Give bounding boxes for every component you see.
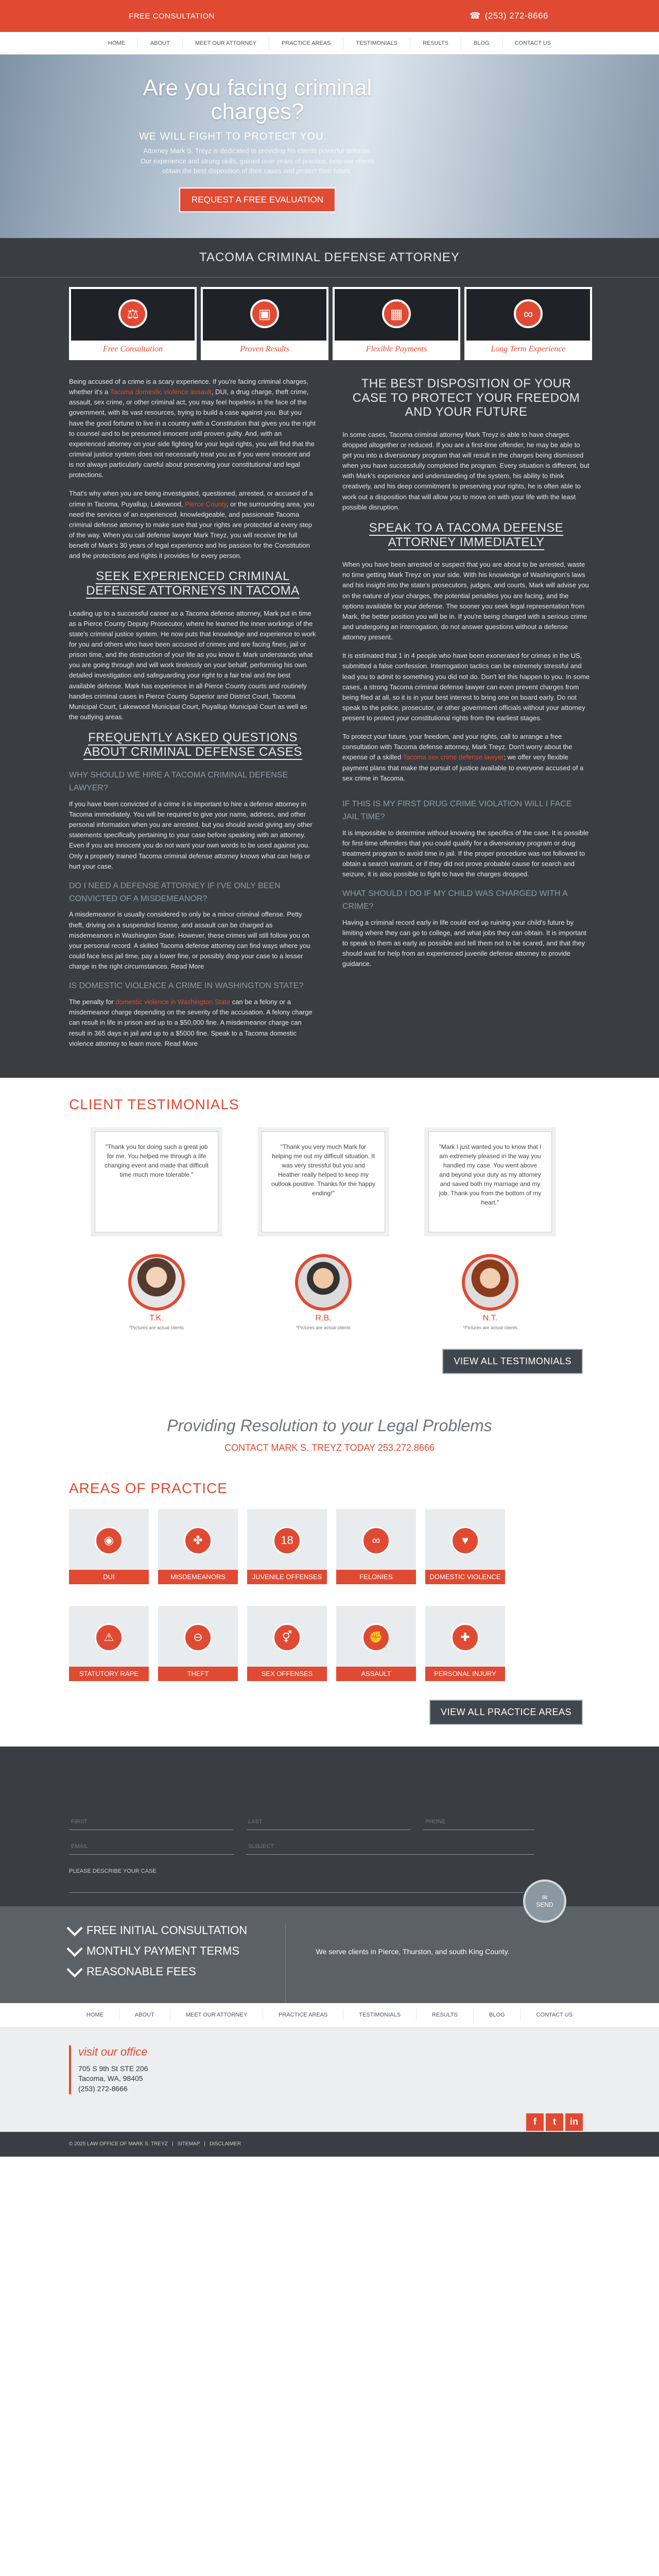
content-columns <box>0 360 659 1057</box>
facebook-icon[interactable]: f <box>526 2113 544 2131</box>
top-phone-number: (253) 272-8666 <box>484 11 548 21</box>
top-bar <box>0 0 659 32</box>
feature-item <box>69 1924 285 1937</box>
footer-nav-results[interactable]: RESULTS <box>416 2009 473 2021</box>
calendar-icon: ▦ <box>382 299 411 328</box>
resolution-contact[interactable]: CONTACT MARK S. TREYZ TODAY 253.272.8666 <box>224 1442 435 1453</box>
testimonial-initials: N.T. <box>482 1313 498 1323</box>
area-label: DUI <box>69 1570 149 1584</box>
domestic-violence-link[interactable]: Tacoma domestic violence assault <box>110 388 212 396</box>
resolution-section <box>0 1374 659 1453</box>
feature-label: MONTHLY PAYMENT TERMS <box>86 1944 240 1957</box>
area-label: PERSONAL INJURY <box>425 1667 505 1681</box>
domestic-violence-wa-link[interactable]: domestic violence in Washington State <box>115 998 231 1006</box>
testimonial-quote: "Thank you very much Mark for helping me out my difficult situation. It was very stressful but you and Heather really helped to keep my outlook positive. Thanks for the happy ending!" <box>262 1131 385 1232</box>
resolution-title: Providing Resolution to your Legal Problems <box>167 1416 492 1435</box>
copyright-bar <box>0 2132 659 2157</box>
paragraph: When you have been arrested or suspect that you are about to be arrested, waste no time getting Mark Treyz on your side. With his knowledge of Washington's laws and his insight into the state's prosecutors, judges, and courts, Mark will advise you on the nature of your charges, the potential penalties you are facing, and the options available for your defense. The sooner you seek legal representation from Mark, the better position you will be in. If you're being charged with a serious crime and undergoing an interrogation, do not answer questions without a defense attorney present. <box>342 561 589 641</box>
first-name-input[interactable] <box>69 1815 234 1830</box>
faq-heading <box>69 731 317 759</box>
nav-testimonials[interactable]: TESTIMONIALS <box>343 37 410 49</box>
avatar <box>462 1254 518 1311</box>
paragraph <box>342 732 590 784</box>
social-links <box>526 2113 583 2131</box>
number-18-icon: 18 <box>273 1527 301 1555</box>
card-label: Flexible Payments <box>335 341 458 358</box>
area-label: FELONIES <box>336 1570 416 1584</box>
envelope-icon: ✉ <box>542 1893 548 1901</box>
handcuffs-icon: ∞ <box>362 1527 390 1555</box>
area-statutory-rape[interactable] <box>69 1606 149 1681</box>
avatar <box>128 1254 185 1311</box>
page-title: TACOMA CRIMINAL DEFENSE ATTORNEY <box>0 238 659 278</box>
warning-icon: ⚠ <box>95 1623 123 1652</box>
card-free-consultation[interactable] <box>69 287 197 360</box>
checkmark-icon <box>66 1920 82 1936</box>
footer-nav-testimonials[interactable]: TESTIMONIALS <box>343 2009 416 2021</box>
nav-practice-areas[interactable]: PRACTICE AREAS <box>269 37 343 49</box>
phone-input[interactable] <box>423 1815 534 1830</box>
email-input[interactable] <box>69 1839 234 1855</box>
service-area-text: We serve clients in Pierce, Thurston, and south King County. <box>285 1924 540 2003</box>
card-label: Long Term Experience <box>466 341 590 358</box>
practice-row <box>0 1497 659 1584</box>
no-entry-icon: ⊖ <box>184 1623 212 1652</box>
footer-nav-about[interactable]: ABOUT <box>119 2009 170 2021</box>
office-address-2: Tacoma, WA, 98405 <box>78 2074 143 2083</box>
faq-answer <box>69 997 317 1049</box>
testimonials-row <box>0 1113 659 1330</box>
left-column <box>69 377 317 1057</box>
office-address-1: 705 S 9th St STE 206 <box>78 2064 148 2073</box>
message-textarea[interactable]: PLEASE DESCRIBE YOUR CASE <box>69 1864 524 1893</box>
card-label: Proven Results <box>203 341 326 358</box>
testimonial-initials: R.B. <box>315 1313 332 1323</box>
testimonials-section <box>0 1078 659 1374</box>
hero-title: Are you facing criminal charges? <box>143 75 372 125</box>
copyright-text: © 2025 LAW OFFICE OF MARK S. TREYZ <box>69 2141 168 2147</box>
avatar <box>295 1254 352 1311</box>
contact-form <box>0 1747 659 1906</box>
card-long-term-experience[interactable] <box>464 287 592 360</box>
heading-text: SEEK EXPERIENCED CRIMINAL DEFENSE ATTORNEYS IN TACOMA <box>86 569 300 598</box>
area-label: JUVENILE OFFENSES <box>247 1570 327 1584</box>
paragraph <box>69 488 317 561</box>
testimonials-button-wrap <box>0 1330 659 1374</box>
testimonial-quote: "Mark I just wanted you to know that I am extremely pleased in the way you handled my case. You went above and beyond your duty as my attorney and saved both my marriage and my job. Thank you from the bottom of my heart." <box>428 1131 552 1232</box>
request-evaluation-button[interactable]: REQUEST A FREE EVALUATION <box>179 188 336 212</box>
area-misdemeanors[interactable] <box>158 1509 238 1584</box>
intro-paragraph <box>69 377 317 480</box>
faq-answer: A misdemeanor is usually considered to only be a minor criminal offense. Petty theft, driving on a suspended license, and assault can be charged as misdemeanors in Washington State. However, these crimes will still follow you on your personal record. A skilled Tacoma defense attorney can find ways where you could face less jail time, pay a lower fine, or possibly drop your case to a lesser charge in the right circumstances. Read More <box>69 910 310 971</box>
faq-question: WHAT SHOULD I DO IF MY CHILD WAS CHARGED WITH A CRIME? <box>342 889 567 911</box>
feature-label: FREE INITIAL CONSULTATION <box>86 1923 248 1937</box>
text: , DUI, a drug charge, theft crime, assault, sex crime, or other criminal act, you may feel hopeless in the face of the government, with its vast resources, trying to build a case against you. But you have the good fortune to live in a country with a Constitution that gives you the right to counsel and to be presumed innocent until proven guilty. And, with an experienced attorney on your side fighting for your legal rights, you will find that the criminal justice system does not necessarily treat you as if you were innocent and is not always particularly careful about preserving your constitutional and legal protections. <box>69 388 316 479</box>
practice-areas-title: AREAS OF PRACTICE <box>69 1480 228 1496</box>
testimonial-quote: "Thank you for doing such a great job for me. You helped me through a life changing event and made that difficult time much more tolerable." <box>95 1131 218 1232</box>
text: Being accused of a crime is a scary experience. If you're facing criminal charges, whether it's a <box>69 378 308 396</box>
handcuffs-icon: ∞ <box>514 299 543 328</box>
text: can be a felony or a misdemeanor charge depending on the severity of the accusation. A felony charge can result in life in prison and up to a $50,000 fine. A misdemeanor charge can result in 365 days in jail and up to a $5000 fine. Speak to a Tacoma domestic violence attorney to learn more. Read More <box>69 998 313 1047</box>
area-personal-injury[interactable] <box>425 1606 505 1681</box>
faq-answer: Having a criminal record early in life could end up ruining your child's future by limiting where they can go to college, and what jobs they can obtain. It is important to speak to them as early as possible and tell them not to be scared, and that they should wait for help from an experienced juvenile defense attorney to provide guidance. <box>342 918 587 968</box>
area-label: SEX OFFENSES <box>247 1667 327 1681</box>
practice-areas-section <box>0 1453 659 1725</box>
office-phone[interactable]: (253) 272-8666 <box>78 2084 128 2093</box>
text: , or the surrounding area, you need the services of an experienced, knowledgeable, and passionate Tacoma criminal defense attorney to make sure that your rights are protected at every step of the way. When you call defense lawyer Mark Treyz, you will receive the full benefit of Mark's 30 years of legal experience and his passion for the Constitution and the protections and rights it provides for every person. <box>69 500 315 560</box>
text: That's why when you are being investigated, questioned, arrested, or accused of a crime in Tacoma, Puyallup, Lakewood, <box>69 489 313 508</box>
paragraph: It is estimated that 1 in 4 people who have been exonerated for crimes in the US, submitted a false confession. Interrogation tactics can be extremely stressful and lead you to admit to something you did not do. Don't let this happen to you. In some cases, a strong Tacoma criminal defense lawyer can even prevent charges from being filed at all, so it is in your best interest to bring one on board early. Do not speak to the police, prosecutor, or other government officials without your attorney present to protect your constitutional rights from the earliest stages. <box>342 652 590 722</box>
testimonial <box>95 1131 218 1330</box>
fist-icon: ✊ <box>362 1623 390 1652</box>
nav-results[interactable]: RESULTS <box>410 37 461 49</box>
right-column <box>342 377 590 1057</box>
testimonial <box>428 1131 552 1330</box>
footer-nav-meet-attorney[interactable]: MEET OUR ATTORNEY <box>170 2009 263 2021</box>
linkedin-icon[interactable]: in <box>565 2113 583 2131</box>
nav-contact[interactable]: CONTACT US <box>502 37 564 49</box>
text: To protect your future, your freedom, and your rights, call to arrange a free consultation with Tacoma defense attorney, Mark Treyz. Don't worry about the expense of a skilled <box>342 733 573 761</box>
testimonial <box>262 1131 385 1330</box>
send-label: SEND <box>536 1901 553 1908</box>
area-theft[interactable] <box>158 1606 238 1681</box>
hero-content <box>103 76 412 212</box>
testimonials-title: CLIENT TESTIMONIALS <box>69 1096 239 1112</box>
checkmark-icon <box>66 1961 82 1977</box>
faq-question: WHY SHOULD WE HIRE A TACOMA CRIMINAL DEFENSE LAWYER? <box>69 771 288 793</box>
footer-nav-home[interactable]: HOME <box>86 2012 103 2019</box>
leaf-icon: ✤ <box>184 1527 212 1555</box>
area-domestic-violence[interactable] <box>425 1509 505 1584</box>
testimonial-initials: T.K. <box>149 1313 164 1323</box>
features-band <box>0 1906 659 2003</box>
sex-crime-lawyer-link[interactable]: Tacoma sex crime defense lawyer <box>403 753 504 761</box>
sitemap-link[interactable]: SITEMAP <box>177 2141 200 2147</box>
text: The penalty for <box>69 998 116 1006</box>
faq-question: DO I NEED A DEFENSE ATTORNEY IF I'VE ONLY BEEN CONVICTED OF A MISDEMEANOR? <box>69 881 281 903</box>
form-row <box>69 1839 659 1855</box>
feature-item <box>69 1944 285 1958</box>
steering-wheel-icon: ◉ <box>95 1527 123 1555</box>
area-juvenile[interactable] <box>247 1509 327 1584</box>
pierce-county-link[interactable]: Pierce County <box>185 500 227 508</box>
faq-question: IF THIS IS MY FIRST DRUG CRIME VIOLATION WILL I FACE JAIL TIME? <box>342 799 572 821</box>
nav-blog[interactable]: BLOG <box>461 37 502 49</box>
gender-icon: ⚥ <box>273 1623 301 1652</box>
card-flexible-payments[interactable] <box>333 287 460 360</box>
section-heading: THE BEST DISPOSITION OF YOUR CASE TO PROTECT YOUR FREEDOM AND YOUR FUTURE <box>352 377 580 419</box>
main-nav <box>0 32 659 55</box>
main-content <box>0 238 659 1078</box>
footer-nav <box>0 2003 659 2028</box>
broken-heart-icon: ♥ <box>451 1527 479 1555</box>
faq-answer: It is impossible to determine without knowing the specifics of the case. It is possible for first-time offenders that you could qualify for a diversionary program or drug treatment program to avoid time in jail. If the proper procedure was not followed to obtain a search warrant, or if they did not prove probable cause for search and seizure, it is also possible to fight to have the charges dropped. <box>342 828 589 878</box>
paragraph: In some cases, Tacoma criminal attorney Mark Treyz is able to have charges dropped altogether or reduced. If you are a first-time offender, he may be able to get you into a diversionary program that will result in the charges being dismissed when you have successfully completed the program. Every situation is different, but with Mark's experience and understanding of the system, his ability to think creatively, and his deep commitment to preserving your rights, he is often able to work out a disposition that will allow you to move on with your life with the least possible disruption. <box>342 430 589 511</box>
nav-meet-attorney[interactable]: MEET OUR ATTORNEY <box>182 37 269 49</box>
testimonial-note: *Pictures are actual clients <box>462 1325 518 1330</box>
twitter-icon[interactable]: t <box>546 2113 563 2131</box>
footer-nav-practice-areas[interactable]: PRACTICE AREAS <box>263 2009 343 2021</box>
view-all-practice-areas-button[interactable]: VIEW ALL PRACTICE AREAS <box>429 1700 583 1725</box>
form-row <box>69 1815 659 1830</box>
card-label: Free Consultation <box>71 341 195 358</box>
area-label: MISDEMEANORS <box>158 1570 238 1584</box>
view-all-testimonials-button[interactable]: VIEW ALL TESTIMONIALS <box>442 1349 583 1374</box>
briefcase-icon: ▣ <box>250 299 279 328</box>
area-dui[interactable] <box>69 1509 149 1584</box>
text: ; we offer very flexible payment plans that make the pursuit of justice available to everyone accused of a sex crime in Tacoma. <box>342 753 584 782</box>
nav-home[interactable]: HOME <box>108 40 125 46</box>
last-name-input[interactable] <box>246 1815 411 1830</box>
heading-text: SPEAK TO A TACOMA DEFENSE ATTORNEY IMMEDIATELY <box>369 520 564 549</box>
hero-banner <box>0 55 659 238</box>
free-consultation-link[interactable]: FREE CONSULTATION <box>129 11 215 21</box>
feature-label: REASONABLE FEES <box>86 1964 196 1978</box>
heading-text: FREQUENTLY ASKED QUESTIONS ABOUT CRIMINAL DEFENSE CASES <box>83 731 302 759</box>
disclaimer-link[interactable]: DISCLAIMER <box>209 2141 241 2147</box>
testimonial-note: *Pictures are actual clients <box>296 1325 351 1330</box>
section-heading <box>69 569 317 598</box>
testimonial-note: *Pictures are actual clients <box>129 1325 184 1330</box>
area-assault[interactable] <box>336 1606 416 1681</box>
practice-row <box>0 1584 659 1681</box>
area-label: STATUTORY RAPE <box>69 1667 149 1681</box>
practice-button-wrap <box>0 1681 659 1725</box>
feature-cards <box>0 278 659 360</box>
gavel-icon: ⚖ <box>118 299 147 328</box>
injury-icon: ✚ <box>451 1623 479 1652</box>
office-title: visit our office <box>78 2045 148 2058</box>
separator: | <box>171 2141 174 2147</box>
feature-item <box>69 1965 285 1978</box>
area-sex-offenses[interactable] <box>247 1606 327 1681</box>
hero-body: Attorney Mark S. Treyz is dedicated to providing his clients powerful defense. Our experience and strong skills, gained over years of practice, help our clients obtain the best disposition of their cases and protect their future. <box>140 147 375 175</box>
features-list <box>69 1924 285 2003</box>
separator: | <box>204 2141 205 2147</box>
office-section <box>0 2028 659 2132</box>
subject-input[interactable] <box>246 1839 534 1855</box>
checkmark-icon <box>66 1941 82 1957</box>
office-info <box>69 2045 187 2094</box>
area-label: ASSAULT <box>336 1667 416 1681</box>
area-felonies[interactable] <box>336 1509 416 1584</box>
phone-icon: ☎ <box>470 11 481 21</box>
send-button[interactable] <box>523 1879 566 1923</box>
section-heading <box>342 521 590 549</box>
nav-about[interactable]: ABOUT <box>137 37 182 49</box>
area-label: THEFT <box>158 1667 238 1681</box>
card-proven-results[interactable] <box>201 287 328 360</box>
top-phone[interactable] <box>470 11 548 21</box>
paragraph: Leading up to a successful career as a Tacoma defense attorney, Mark put in time as a Pierce County Deputy Prosecutor, where he learned the inner workings of the state's criminal justice system. He now puts that knowledge and experience to work for you and others who have been accused of crimes and are facing fines, jail or prison time, and the destruction of your life as you know it. Mark understands what you are going through and will work tirelessly on your behalf, performing his own detailed investigation and safeguarding your right to a fair trial and the best available defense. Mark has experience in all Pierce County courts and routinely handles criminal cases in Pierce County Superior and District Court, Tacoma Municipal Court, Lakewood Municipal Court, Puyallup Municipal Court as well as the outlying areas. <box>69 609 316 721</box>
area-label: DOMESTIC VIOLENCE <box>425 1570 505 1584</box>
footer-nav-contact[interactable]: CONTACT US <box>521 2009 588 2021</box>
faq-question: IS DOMESTIC VIOLENCE A CRIME IN WASHINGTON STATE? <box>69 981 304 991</box>
faq-answer: If you have been convicted of a crime it is important to hire a defense attorney in Tacoma immediately. You will be required to give your name, address, and other personal information when you are arrested, but you should avoid giving any other statements specifically pertaining to your case before speaking with an attorney. Even if you are innocent you do not want your own words to be used against you. Only a properly trained Tacoma criminal defense attorney knows what can help or hurt your case. <box>69 800 313 870</box>
hero-subtitle: WE WILL FIGHT TO PROTECT YOU. <box>139 131 327 143</box>
footer-nav-blog[interactable]: BLOG <box>473 2009 521 2021</box>
